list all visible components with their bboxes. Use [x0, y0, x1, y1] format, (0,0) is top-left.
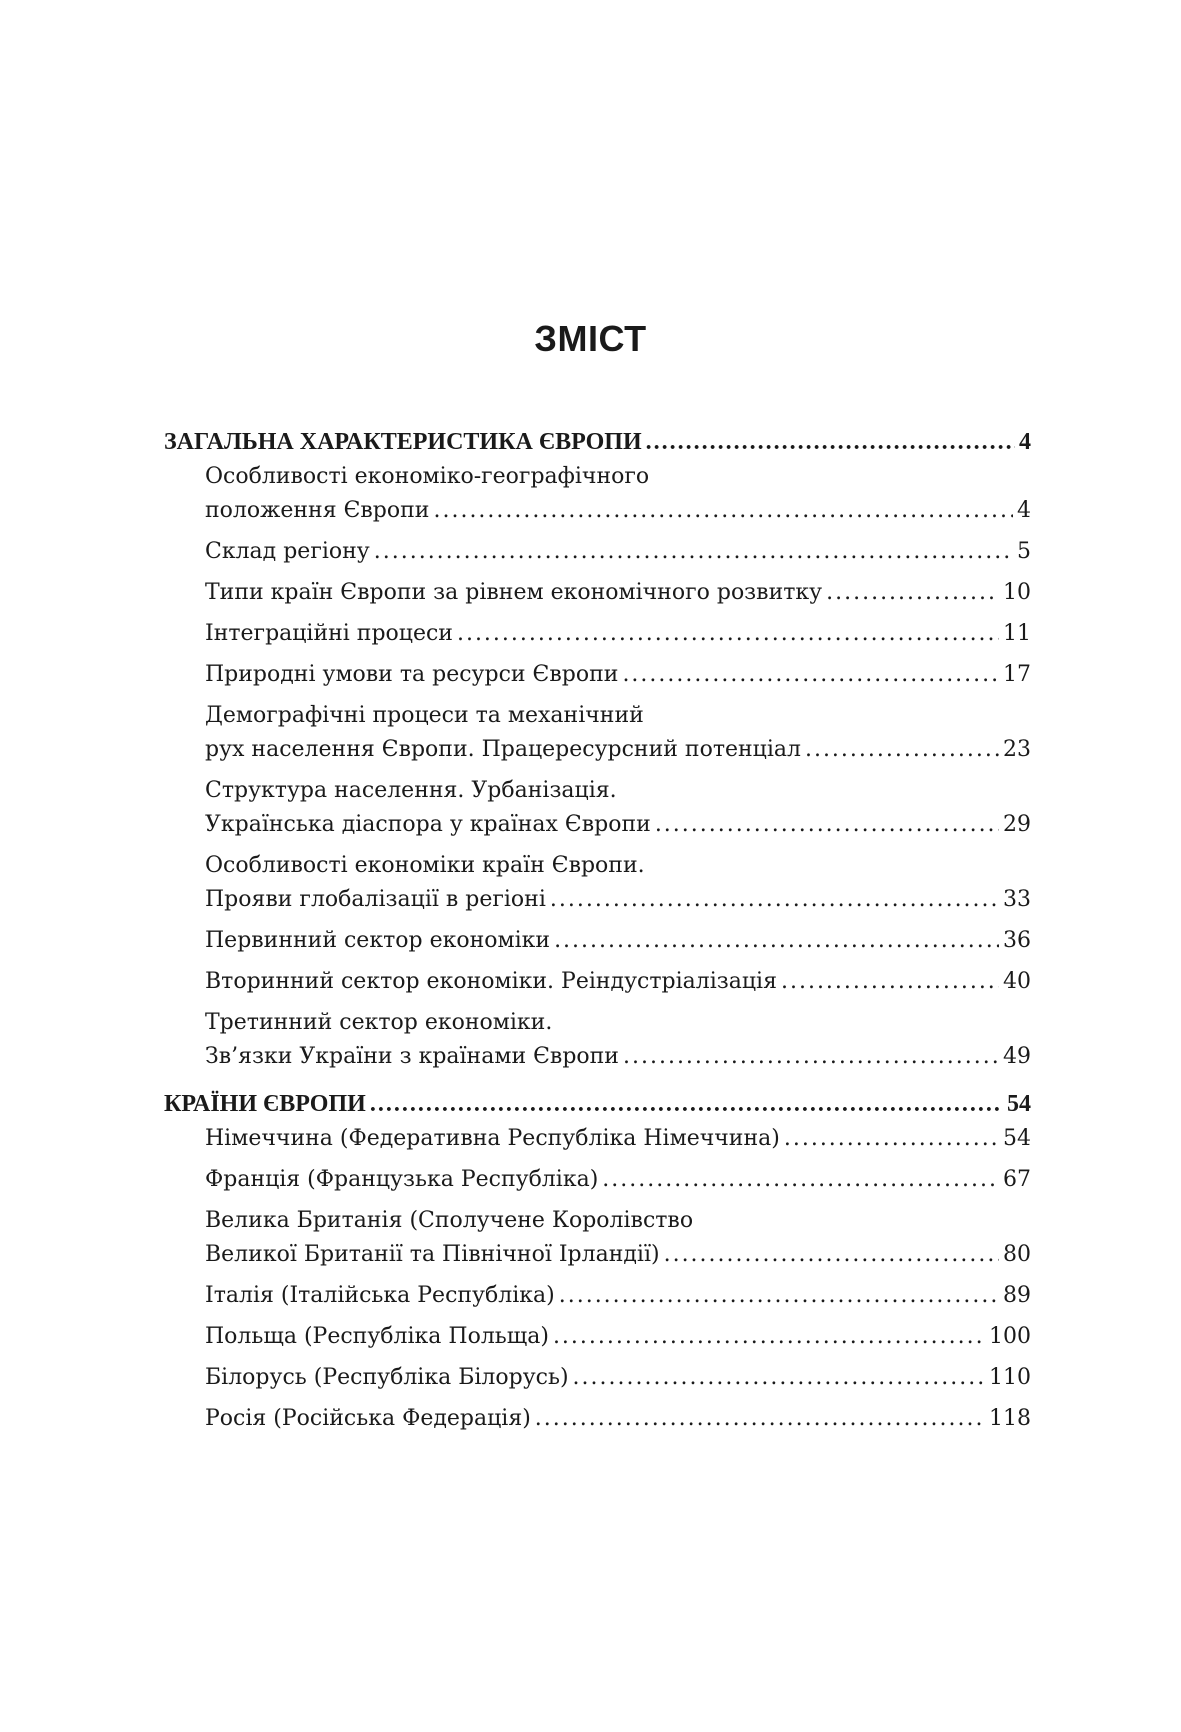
- toc-page-number: 49: [1003, 1044, 1031, 1069]
- toc-page-number: 80: [1003, 1242, 1031, 1267]
- toc-page-number: 54: [1007, 1091, 1031, 1117]
- toc-entry-label: Великої Британії та Північної Ірландії): [205, 1242, 660, 1267]
- toc-page-number: 110: [989, 1365, 1031, 1390]
- toc-entry-first-line: Третинний сектор економіки.: [205, 1010, 553, 1035]
- leader-dots: [826, 576, 999, 610]
- leader-dots: [664, 1238, 999, 1272]
- leader-dots: [573, 1361, 985, 1395]
- toc-entry-label: Польща (Республіка Польща): [205, 1324, 549, 1349]
- toc-page-number: 4: [1017, 498, 1031, 523]
- toc-heading-label: КРАЇНИ ЄВРОПИ: [164, 1091, 366, 1117]
- toc-entry[interactable]: [164, 460, 1031, 528]
- toc-entry-label: рух населення Європи. Працересурсний потенціал: [205, 737, 801, 762]
- leader-dots: [370, 1087, 1003, 1121]
- toc-page-number: 10: [1003, 580, 1031, 605]
- toc-entry[interactable]: [164, 1361, 1031, 1395]
- leader-dots: [433, 494, 1013, 528]
- toc-entry-first-line: Особливості економіки країн Європи.: [205, 853, 645, 878]
- toc-entry[interactable]: [164, 1320, 1031, 1354]
- toc-entry[interactable]: [164, 1402, 1031, 1436]
- toc-entry-label: Білорусь (Республіка Білорусь): [205, 1365, 569, 1390]
- toc-entry-first-line: Особливості економіко-географічного: [205, 464, 650, 489]
- toc-page-number: 5: [1017, 539, 1031, 564]
- toc-entry[interactable]: [164, 774, 1031, 842]
- toc-entry-label: Зв’язки України з країнами Європи: [205, 1044, 619, 1069]
- leader-dots: [646, 425, 1015, 459]
- toc-page-number: 36: [1003, 928, 1031, 953]
- toc-entry-label: Німеччина (Федеративна Республіка Німеччина): [205, 1126, 780, 1151]
- toc-entry[interactable]: [164, 1122, 1031, 1156]
- toc-entry[interactable]: [164, 1279, 1031, 1313]
- toc-entry[interactable]: [164, 965, 1031, 999]
- leader-dots: [535, 1402, 985, 1436]
- leader-dots: [784, 1122, 999, 1156]
- toc-entry[interactable]: [164, 924, 1031, 958]
- leader-dots: [457, 617, 999, 651]
- toc-entry-label: Італія (Італійська Республіка): [205, 1283, 555, 1308]
- toc-entry[interactable]: [164, 535, 1031, 569]
- toc-entry-first-line: Велика Британія (Сполучене Королівство: [205, 1208, 694, 1233]
- leader-dots: [559, 1279, 999, 1313]
- table-of-contents: [164, 425, 1031, 1443]
- toc-page-number: 17: [1003, 662, 1031, 687]
- toc-entry[interactable]: [164, 849, 1031, 917]
- toc-page-number: 100: [989, 1324, 1031, 1349]
- toc-entry-label: Типи країн Європи за рівнем економічного розвитку: [205, 580, 823, 605]
- toc-page-number: 29: [1003, 812, 1031, 837]
- page-title: ЗМІСТ: [534, 318, 647, 359]
- toc-entry-label: Природні умови та ресурси Європи: [205, 662, 619, 687]
- toc-entry[interactable]: [164, 699, 1031, 767]
- toc-entry-label: Франція (Французька Республіка): [205, 1167, 599, 1192]
- toc-entry-label: Вторинний сектор економіки. Реіндустріалізація: [205, 969, 777, 994]
- leader-dots: [553, 1320, 985, 1354]
- toc-page-number: 118: [989, 1406, 1031, 1431]
- toc-entry-label: Інтеграційні процеси: [205, 621, 453, 646]
- toc-entry[interactable]: [164, 617, 1031, 651]
- toc-heading-label: ЗАГАЛЬНА ХАРАКТЕРИСТИКА ЄВРОПИ: [164, 429, 642, 455]
- leader-dots: [554, 924, 999, 958]
- toc-page-number: 23: [1003, 737, 1031, 762]
- toc-entry-label: Росія (Російська Федерація): [205, 1406, 531, 1431]
- toc-entry-first-line: Структура населення. Урбанізація.: [205, 778, 617, 803]
- leader-dots: [805, 733, 999, 767]
- toc-entry-label: Українська діаспора у країнах Європи: [205, 812, 651, 837]
- toc-page-number: 11: [1003, 621, 1031, 646]
- toc-entry-label: Склад регіону: [205, 539, 370, 564]
- leader-dots: [602, 1163, 999, 1197]
- toc-page-number: 40: [1003, 969, 1031, 994]
- toc-section-heading[interactable]: [164, 1087, 1031, 1121]
- toc-section: [164, 425, 1031, 1074]
- toc-entry-label: Первинний сектор економіки: [205, 928, 551, 953]
- toc-entry[interactable]: [164, 576, 1031, 610]
- leader-dots: [622, 658, 999, 692]
- leader-dots: [374, 535, 1013, 569]
- toc-page-number: 89: [1003, 1283, 1031, 1308]
- toc-section: [164, 1087, 1031, 1436]
- toc-page-number: 54: [1003, 1126, 1031, 1151]
- toc-page-number: 33: [1003, 887, 1031, 912]
- leader-dots: [655, 808, 999, 842]
- toc-entry[interactable]: [164, 1204, 1031, 1272]
- leader-dots: [623, 1040, 999, 1074]
- toc-entry[interactable]: [164, 1006, 1031, 1074]
- toc-entry-label: положення Європи: [205, 498, 430, 523]
- toc-entry[interactable]: [164, 1163, 1031, 1197]
- toc-entry-label: Прояви глобалізації в регіоні: [205, 887, 546, 912]
- leader-dots: [781, 965, 999, 999]
- toc-page-number: 67: [1003, 1167, 1031, 1192]
- toc-section-heading[interactable]: [164, 425, 1031, 459]
- toc-entry-first-line: Демографічні процеси та механічний: [205, 703, 644, 728]
- leader-dots: [550, 883, 999, 917]
- toc-page-number: 4: [1019, 429, 1031, 455]
- toc-entry[interactable]: [164, 658, 1031, 692]
